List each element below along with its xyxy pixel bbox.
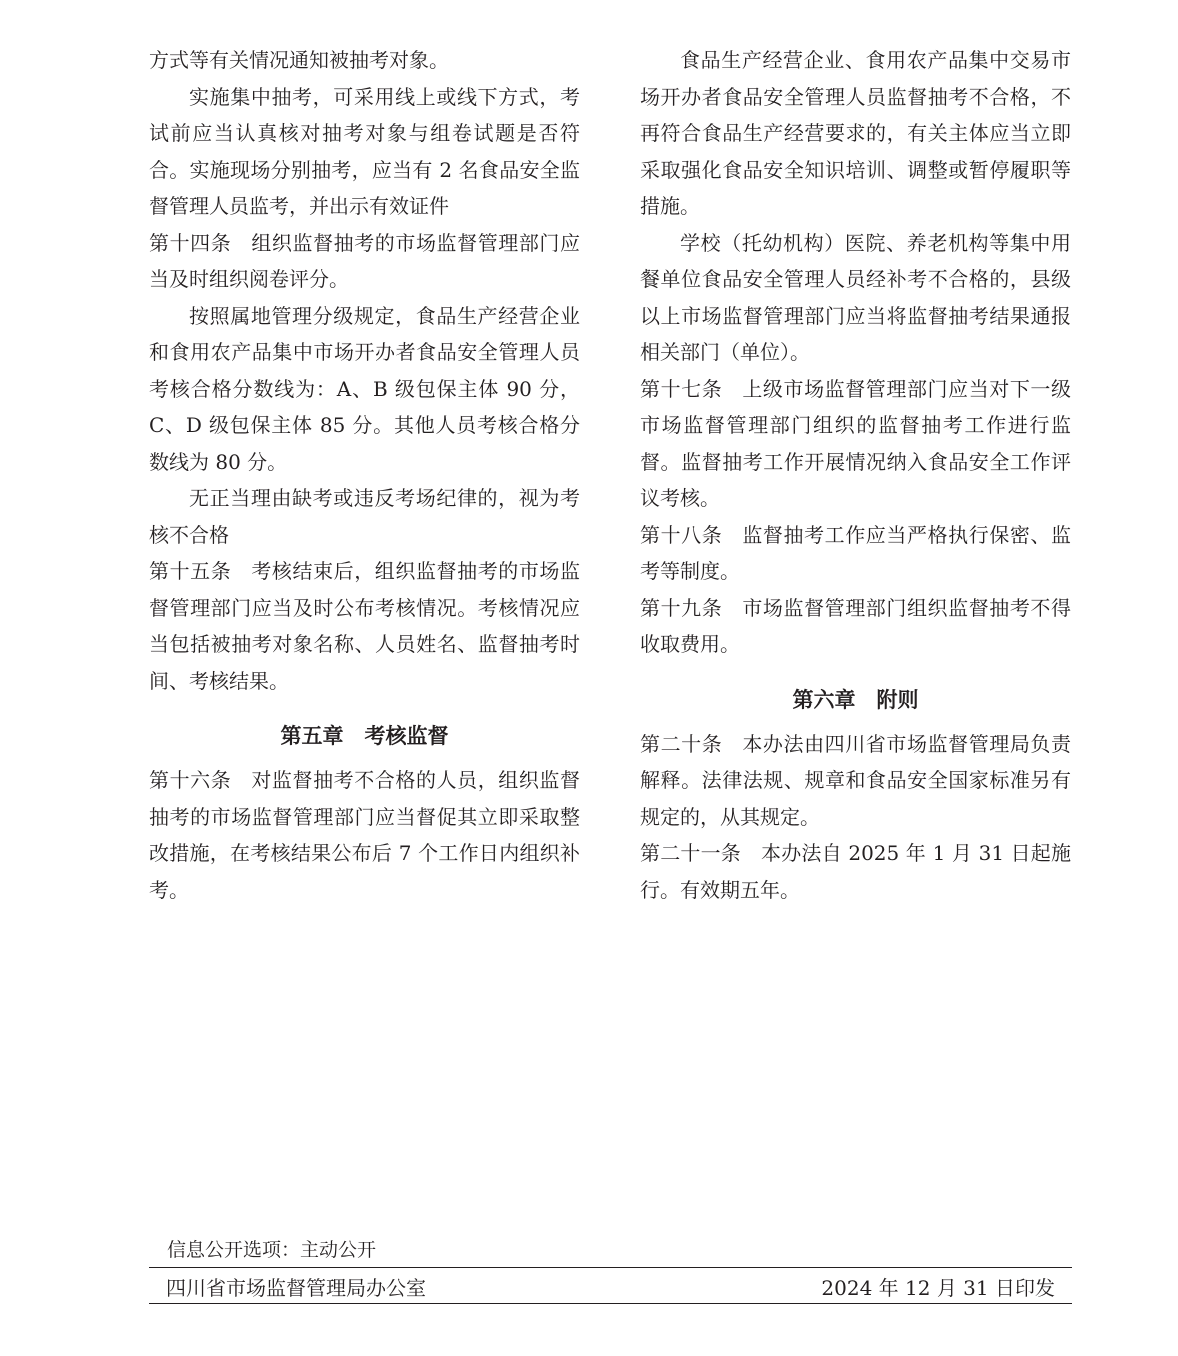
disclosure-option: 信息公开选项：主动公开 xyxy=(167,1239,377,1261)
article-17 xyxy=(640,371,1071,517)
article-16 xyxy=(149,762,580,908)
paragraph: 实施集中抽考，可采用线上或线下方式，考试前应当认真核对抽考对象与组卷试题是否符合。实施现场分别抽考，应当有 2 名食品安全监督管理人员监考，并出示有效证件 xyxy=(149,84,580,218)
paragraph: 方式等有关情况通知被抽考对象。 xyxy=(149,48,449,72)
left-column xyxy=(149,42,580,908)
article-label: 第十四条 xyxy=(149,230,232,255)
issue-date: 2024 年 12 月 31 日印发 xyxy=(821,1275,1055,1300)
chapter-number: 第六章 xyxy=(792,687,856,712)
article-text: 监督抽考工作应当严格执行保密、监考等制度。 xyxy=(640,522,1072,583)
chapter-title: 附则 xyxy=(876,687,919,712)
article-text: 本办法自 2025 年 1 月 31 日起施行。有效期五年。 xyxy=(640,841,1072,902)
issuance-line xyxy=(149,1270,1072,1302)
article-text: 上级市场监督管理部门应当对下一级市场监督管理部门组织的监督抽考工作进行监督。监督抽考工作开展情况纳入食品安全工作评议考核。 xyxy=(640,376,1072,510)
article-label: 第二十一条 xyxy=(640,841,741,865)
chapter-heading-5 xyxy=(149,718,580,754)
article-label: 第十九条 xyxy=(640,595,723,620)
paragraph: 食品生产经营企业、食用农产品集中交易市场开办者食品安全管理人员监督抽考不合格，不再符合食品生产经营要求的，有关主体应当立即采取强化食品安全知识培训、调整或暂停履职等措施。 xyxy=(640,48,1071,218)
chapter-number: 第五章 xyxy=(280,724,344,748)
article-label: 第十五条 xyxy=(149,559,232,583)
article-label: 第十七条 xyxy=(640,376,723,401)
article-label: 第十六条 xyxy=(149,768,232,792)
article-21 xyxy=(640,835,1071,908)
article-18 xyxy=(640,517,1071,590)
issuer-name: 四川省市场监督管理局办公室 xyxy=(166,1275,426,1300)
chapter-title: 考核监督 xyxy=(364,724,449,748)
footer-rule-top xyxy=(149,1267,1072,1268)
article-label: 第二十条 xyxy=(640,731,723,756)
article-text: 对监督抽考不合格的人员，组织监督抽考的市场监督管理部门应当督促其立即采取整改措施，在考核结果公布后 7 个工作日内组织补考。 xyxy=(149,768,581,902)
article-text: 考核结束后，组织监督抽考的市场监督管理部门应当及时公布考核情况。考核情况应当包括被抽考对象名称、人员姓名、监督抽考时间、考核结果。 xyxy=(149,559,581,693)
article-20 xyxy=(640,726,1071,836)
chapter-heading-6 xyxy=(640,682,1071,718)
article-15 xyxy=(149,553,580,699)
paragraph: 无正当理由缺考或违反考场纪律的，视为考核不合格 xyxy=(149,486,580,547)
article-19 xyxy=(640,590,1071,663)
article-text: 本办法由四川省市场监督管理局负责解释。法律法规、规章和食品安全国家标准另有规定的，从其规定。 xyxy=(640,731,1072,829)
article-text: 市场监督管理部门组织监督抽考不得收取费用。 xyxy=(640,595,1072,656)
paragraph: 按照属地管理分级规定，食品生产经营企业和食用农产品集中市场开办者食品安全管理人员考核合格分数线为：A、B 级包保主体 90 分，C、D 级包保主体 85 分。其他人员考核合格分数线为 80 分。 xyxy=(149,303,580,474)
article-14 xyxy=(149,225,580,298)
right-column xyxy=(640,42,1071,908)
article-text: 组织监督抽考的市场监督管理部门应当及时组织阅卷评分。 xyxy=(149,230,581,291)
article-label: 第十八条 xyxy=(640,522,723,547)
paragraph: 学校（托幼机构）医院、养老机构等集中用餐单位食品安全管理人员经补考不合格的，县级以上市场监督管理部门应当将监督抽考结果通报相关部门（单位）。 xyxy=(640,230,1071,364)
footer-rule-bottom xyxy=(149,1303,1072,1304)
